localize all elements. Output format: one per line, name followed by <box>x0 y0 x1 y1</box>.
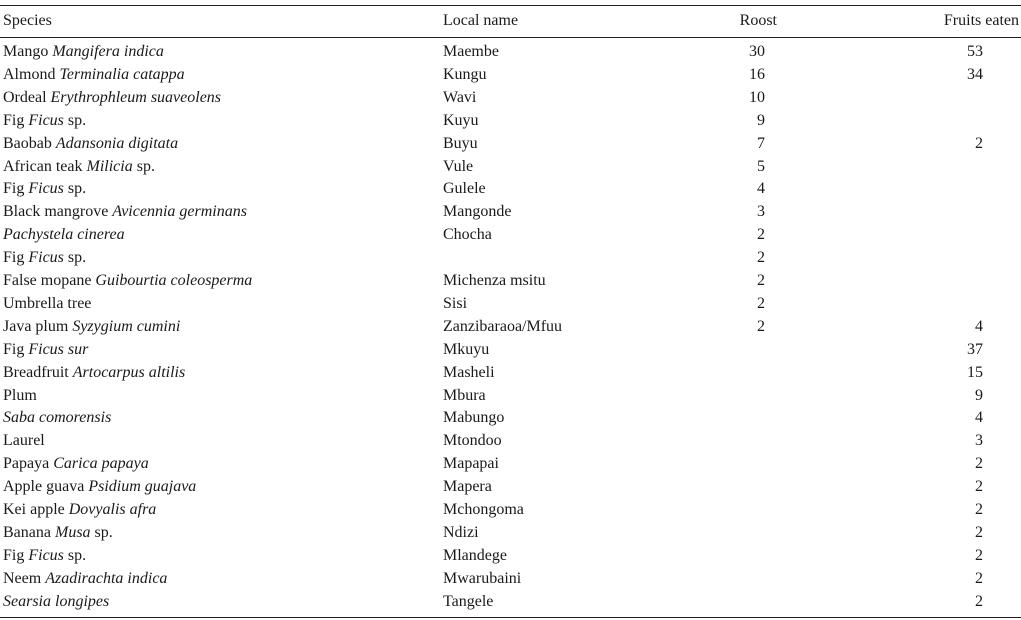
common-name: Papaya <box>3 455 50 473</box>
latin-name: Milicia <box>86 157 133 175</box>
fruits-eaten-cell: 53 <box>967 43 983 60</box>
table-row <box>0 200 1021 223</box>
table-row <box>0 544 1021 567</box>
latin-name: Ficus <box>28 180 64 198</box>
common-name: Fig <box>3 180 25 198</box>
table-row <box>0 361 1021 384</box>
common-name: Banana <box>3 523 51 541</box>
species-cell <box>3 177 86 200</box>
common-name: Java plum <box>3 317 69 335</box>
species-cell <box>3 109 86 132</box>
species-cell <box>3 590 109 613</box>
common-name: Fig <box>3 249 25 267</box>
table-bottom-rule <box>0 617 1021 618</box>
header-local-name: Local name <box>443 12 519 29</box>
latin-name: Searsia longipes <box>3 592 110 610</box>
table-row <box>0 292 1021 315</box>
latin-name: Terminalia catappa <box>59 65 185 83</box>
common-name: Fig <box>3 111 25 129</box>
local-name-cell: Kuyu <box>443 111 479 129</box>
fruits-eaten-cell: 2 <box>975 592 983 610</box>
common-name: Kei apple <box>3 501 65 518</box>
table-row <box>0 498 1021 521</box>
header-species: Species <box>3 12 52 29</box>
common-name: Apple guava <box>3 478 85 496</box>
local-name-cell: Wavi <box>443 88 477 106</box>
species-cell <box>3 246 86 269</box>
species-cell <box>3 521 113 544</box>
local-name-cell: Mbura <box>443 386 486 404</box>
species-cell <box>3 384 37 407</box>
local-name-cell: Chocha <box>443 226 492 244</box>
latin-name: Guibourtia coleosperma <box>95 272 253 289</box>
species-suffix: sp. <box>67 180 87 198</box>
species-cell <box>3 429 45 452</box>
species-cell <box>3 498 156 521</box>
roost-cell: 30 <box>749 43 765 60</box>
header-fruits-eaten: Fruits eaten <box>943 12 1019 29</box>
species-suffix: sp. <box>67 111 87 129</box>
table-row <box>0 475 1021 498</box>
species-suffix: sp. <box>67 249 87 267</box>
table-row <box>0 315 1021 338</box>
roost-cell: 2 <box>757 317 765 335</box>
table-row <box>0 223 1021 246</box>
fruits-eaten-cell: 2 <box>975 455 983 473</box>
species-cell <box>3 223 125 246</box>
fruits-eaten-cell: 9 <box>975 386 983 404</box>
roost-cell: 10 <box>749 88 765 106</box>
table-top-rule <box>0 5 1021 6</box>
local-name-cell: Vule <box>443 157 474 175</box>
common-name: Mango <box>3 43 49 60</box>
species-cell <box>3 63 185 86</box>
fruits-eaten-cell: 2 <box>975 523 983 541</box>
table-row <box>0 177 1021 200</box>
roost-cell: 16 <box>749 65 765 83</box>
common-name: Breadfruit <box>3 363 69 381</box>
table-row <box>0 155 1021 178</box>
roost-cell: 3 <box>757 203 765 221</box>
table-row <box>0 384 1021 407</box>
latin-name: Adansonia digitata <box>55 134 179 152</box>
roost-cell: 2 <box>757 226 765 244</box>
table-row <box>0 338 1021 361</box>
table-row <box>0 429 1021 452</box>
local-name-cell: Mapera <box>443 478 492 496</box>
common-name: Ordeal <box>3 88 47 106</box>
species-suffix: sp. <box>94 523 113 541</box>
table-row <box>0 86 1021 109</box>
local-name-cell: Mtondoo <box>443 432 502 450</box>
table-header-rule <box>0 37 1021 38</box>
table-row <box>0 521 1021 544</box>
common-name: Almond <box>3 65 56 83</box>
local-name-cell: Mwarubaini <box>443 569 522 587</box>
species-cell <box>3 567 167 590</box>
local-name-cell: Mapapai <box>443 455 499 473</box>
table-row <box>0 567 1021 590</box>
latin-name: Syzygium cumini <box>72 317 181 335</box>
table-row <box>0 40 1021 63</box>
common-name: Baobab <box>3 134 52 152</box>
species-cell <box>3 315 180 338</box>
roost-cell: 4 <box>757 180 765 198</box>
roost-cell: 2 <box>757 249 765 267</box>
roost-cell: 2 <box>757 294 765 312</box>
common-name: Black mangrove <box>3 203 109 221</box>
roost-cell: 9 <box>757 111 765 129</box>
fruits-eaten-cell: 2 <box>975 546 983 564</box>
local-name-cell: Sisi <box>443 294 468 312</box>
table-row <box>0 269 1021 292</box>
roost-cell: 5 <box>757 157 765 175</box>
local-name-cell: Mabungo <box>443 409 505 427</box>
fruits-eaten-cell: 34 <box>967 65 983 83</box>
latin-name: Ficus <box>28 111 64 129</box>
species-cell <box>3 132 178 155</box>
common-name: Plum <box>3 386 37 404</box>
common-name: African teak <box>3 157 83 175</box>
species-suffix: sp. <box>67 546 87 564</box>
latin-name: Carica papaya <box>53 455 149 473</box>
species-cell <box>3 155 155 178</box>
local-name-cell: Zanzibaraoa/Mfuu <box>443 317 563 335</box>
species-cell <box>3 361 185 384</box>
table-row <box>0 246 1021 269</box>
roost-cell: 7 <box>757 134 765 152</box>
species-cell <box>3 406 111 429</box>
local-name-cell: Mchongoma <box>443 501 524 518</box>
species-cell <box>3 86 221 109</box>
local-name-cell: Michenza msitu <box>443 272 546 289</box>
local-name-cell: Mkuyu <box>443 340 490 358</box>
common-name: Fig <box>3 340 25 358</box>
species-cell <box>3 544 86 567</box>
fruits-eaten-cell: 15 <box>967 363 983 381</box>
table-header-row <box>0 9 1021 33</box>
table-row <box>0 406 1021 429</box>
common-name: Umbrella tree <box>3 294 92 312</box>
species-suffix: sp. <box>136 157 155 175</box>
species-cell <box>3 40 164 63</box>
fruits-eaten-cell: 2 <box>975 134 983 152</box>
table-row <box>0 452 1021 475</box>
local-name-cell: Maembe <box>443 43 499 60</box>
species-cell <box>3 269 252 292</box>
table-row <box>0 590 1021 613</box>
fruits-eaten-cell: 4 <box>975 409 983 427</box>
local-name-cell: Ndizi <box>443 523 479 541</box>
species-cell <box>3 200 247 223</box>
fruits-eaten-cell: 3 <box>975 432 983 450</box>
species-cell <box>3 475 196 498</box>
local-name-cell: Mangonde <box>443 203 512 221</box>
common-name: Laurel <box>3 432 45 450</box>
fruits-eaten-cell: 37 <box>967 340 983 358</box>
fruits-eaten-cell: 2 <box>975 501 983 518</box>
local-name-cell: Buyu <box>443 134 478 152</box>
latin-name: Dovyalis afra <box>68 501 157 518</box>
table-row <box>0 109 1021 132</box>
header-roost: Roost <box>739 12 777 29</box>
latin-name: Ficus <box>28 249 64 267</box>
local-name-cell: Tangele <box>443 592 494 610</box>
fruits-eaten-cell: 4 <box>975 317 983 335</box>
latin-name: Artocarpus altilis <box>72 363 186 381</box>
latin-name: Ficus <box>28 546 64 564</box>
local-name-cell: Kungu <box>443 65 487 83</box>
latin-name: Avicennia germinans <box>112 203 247 221</box>
latin-name: Azadirachta indica <box>45 569 168 587</box>
roost-cell: 2 <box>757 272 765 289</box>
latin-name: Saba comorensis <box>3 409 112 427</box>
table-row <box>0 132 1021 155</box>
table-row <box>0 63 1021 86</box>
species-cell <box>3 338 88 361</box>
common-name: Fig <box>3 546 25 564</box>
common-name: Neem <box>3 569 42 587</box>
local-name-cell: Mlandege <box>443 546 507 564</box>
local-name-cell: Gulele <box>443 180 486 198</box>
common-name: False mopane <box>3 272 92 289</box>
latin-name: Ficus sur <box>28 340 89 358</box>
species-cell <box>3 292 91 315</box>
latin-name: Psidium guajava <box>88 478 197 496</box>
fruits-eaten-cell: 2 <box>975 478 983 496</box>
latin-name: Musa <box>54 523 91 541</box>
latin-name: Mangifera indica <box>52 43 164 60</box>
species-cell <box>3 452 149 475</box>
latin-name: Pachystela cinerea <box>3 226 125 244</box>
fruits-eaten-cell: 2 <box>975 569 983 587</box>
local-name-cell: Masheli <box>443 363 495 381</box>
latin-name: Erythrophleum suaveolens <box>50 88 222 106</box>
